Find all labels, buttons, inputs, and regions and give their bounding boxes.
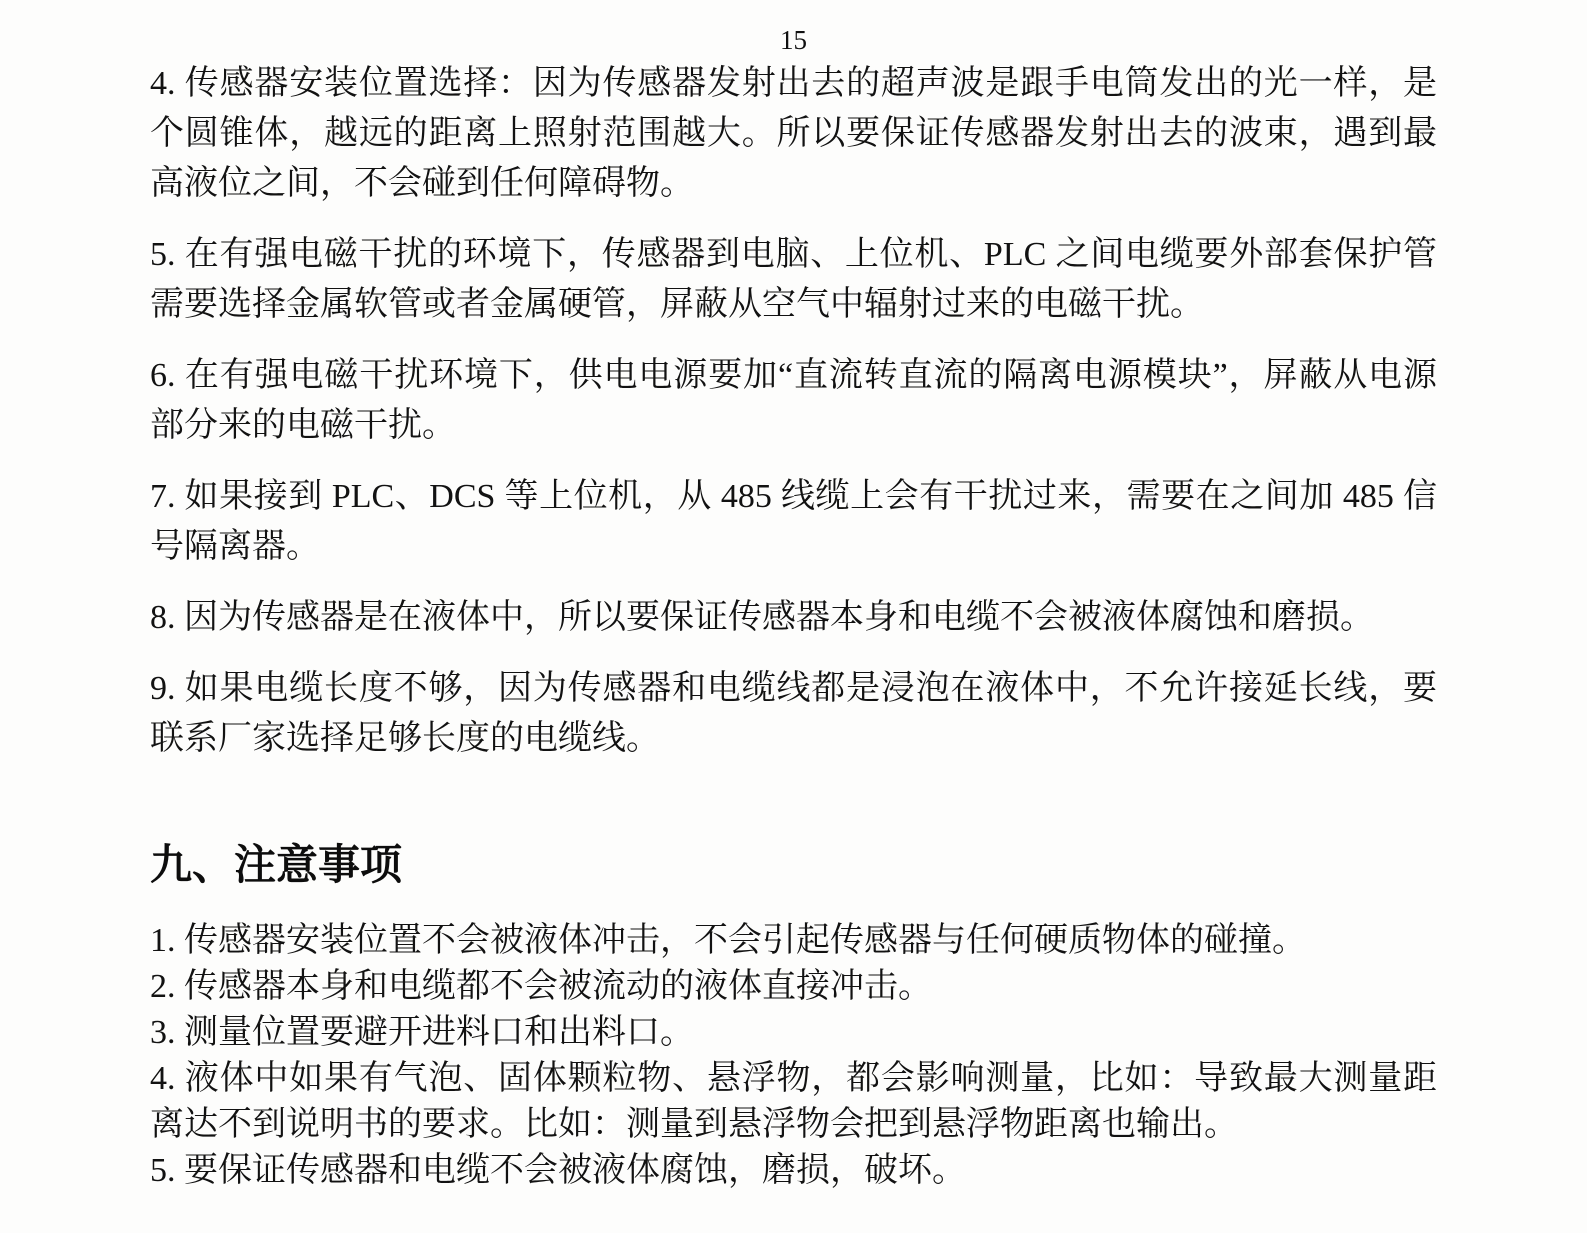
paragraph-emi-power-module: 6. 在有强电磁干扰环境下，供电电源要加“直流转直流的隔离电源模块”，屏蔽从电源部分来的电磁干扰。 xyxy=(150,357,1437,444)
page-content xyxy=(0,55,1587,1194)
note-item: 4. 液体中如果有气泡、固体颗粒物、悬浮物，都会影响测量，比如：导致最大测量距离达不到说明书的要求。比如：测量到悬浮物会把到悬浮物距离也输出。 xyxy=(150,1060,1437,1143)
page-number: 15 xyxy=(780,25,807,55)
note-item: 3. 测量位置要避开进料口和出料口。 xyxy=(150,1014,694,1051)
note-item: 5. 要保证传感器和电缆不会被液体腐蚀，磨损，破坏。 xyxy=(150,1152,966,1189)
note-item: 1. 传感器安装位置不会被液体冲击，不会引起传感器与任何硬质物体的碰撞。 xyxy=(150,922,1306,959)
paragraph-liquid-corrosion: 8. 因为传感器是在液体中，所以要保证传感器本身和电缆不会被液体腐蚀和磨损。 xyxy=(150,599,1374,636)
paragraph-cable-length: 9. 如果电缆长度不够，因为传感器和电缆线都是浸泡在液体中，不允许接延长线，要联系厂家选择足够长度的电缆线。 xyxy=(150,670,1437,757)
paragraph-485-signal-isolator: 7. 如果接到 PLC、DCS 等上位机，从 485 线缆上会有干扰过来，需要在之间加 485 信号隔离器。 xyxy=(150,478,1437,565)
note-item: 2. 传感器本身和电缆都不会被流动的液体直接冲击。 xyxy=(150,968,932,1005)
paragraph-installation-position: 4. 传感器安装位置选择：因为传感器发射出去的超声波是跟手电筒发出的光一样，是个圆锥体，越远的距离上照射范围越大。所以要保证传感器发射出去的波束，遇到最高液位之间，不会碰到任何障碍物。 xyxy=(150,65,1437,202)
paragraph-emi-cable-shielding: 5. 在有强电磁干扰的环境下，传感器到电脑、上位机、PLC 之间电缆要外部套保护管需要选择金属软管或者金属硬管，屏蔽从空气中辐射过来的电磁干扰。 xyxy=(150,236,1437,323)
precautions-list xyxy=(150,918,1437,1194)
section-heading-precautions: 九、注意事项 xyxy=(150,843,403,889)
